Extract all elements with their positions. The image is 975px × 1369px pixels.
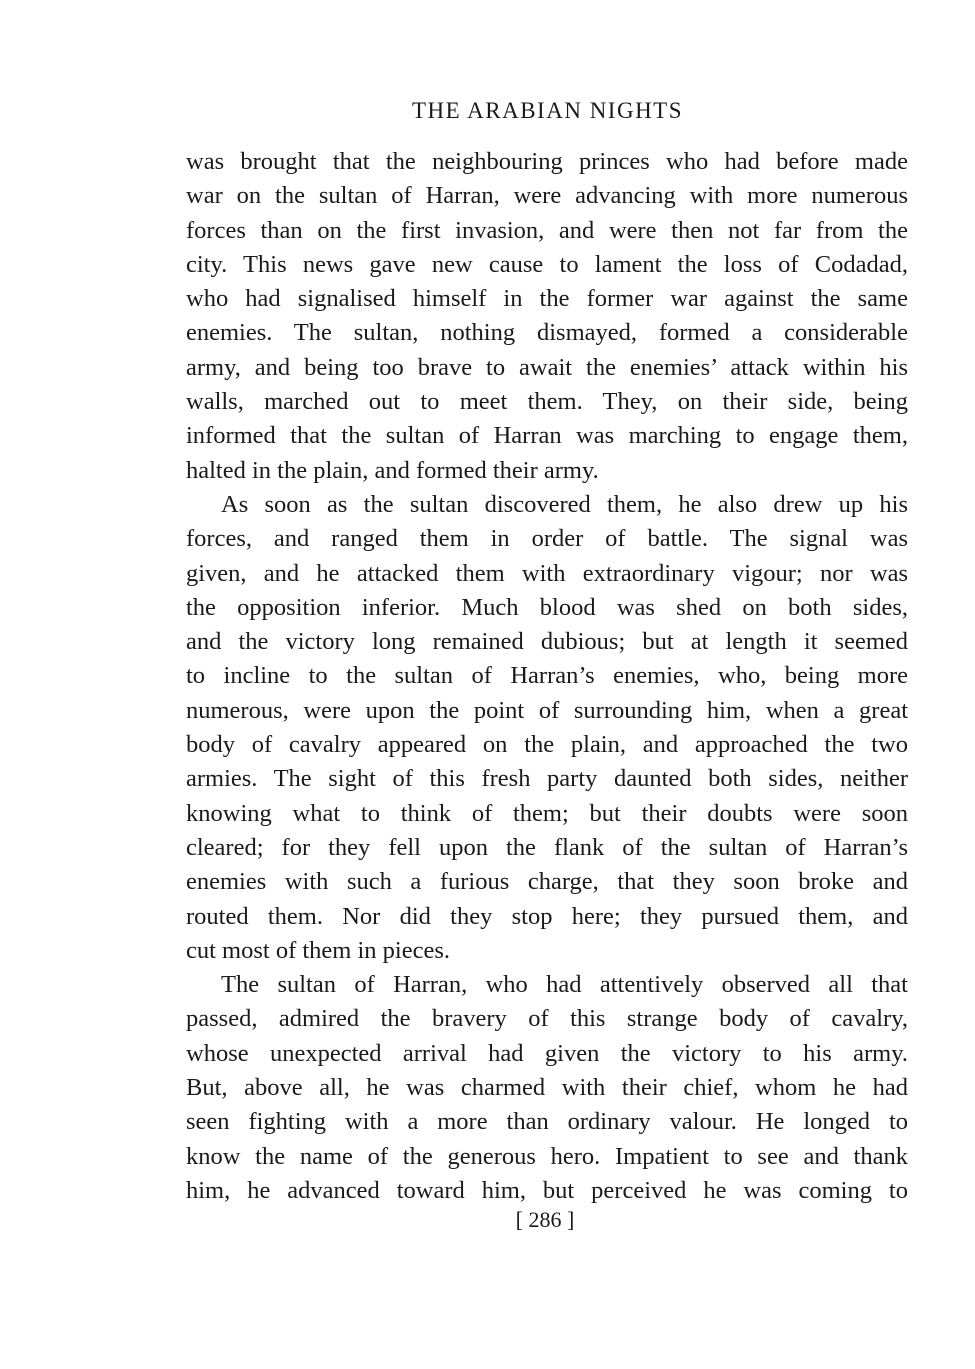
text-line: The sultan of Harran, who had attentively observed all that (221, 971, 908, 999)
text-line: informed that the sultan of Harran was marching to engage them, (186, 422, 908, 450)
text-line: army, and being too brave to await the enemies’ attack within his (186, 353, 908, 381)
running-header: THE ARABIAN NIGHTS (411, 98, 684, 123)
text-line: numerous, were upon the point of surrounding him, when a great (186, 696, 908, 724)
text-line: given, and he attacked them with extraordinary vigour; nor was (186, 559, 908, 587)
text-line: armies. The sight of this fresh party daunted both sides, neither (186, 765, 908, 793)
text-line: the opposition inferior. Much blood was shed on both sides, (186, 593, 908, 621)
text-line: knowing what to think of them; but their doubts were soon (186, 799, 908, 827)
text-line: to incline to the sultan of Harran’s enemies, who, being more (186, 662, 908, 690)
text-line: forces, and ranged them in order of battle. The signal was (186, 525, 908, 553)
text-line: enemies with such a furious charge, that they soon broke and (186, 868, 908, 896)
text-line: war on the sultan of Harran, were advancing with more numerous (186, 182, 908, 210)
text-line: was brought that the neighbouring princes who had before made (186, 148, 908, 175)
text-line: walls, marched out to meet them. They, on their side, being (186, 388, 908, 416)
text-line: seen fighting with a more than ordinary valour. He longed to (186, 1108, 908, 1136)
text-line: As soon as the sultan discovered them, he also drew up his (221, 490, 908, 518)
text-line: cleared; for they fell upon the flank of the sultan of Harran’s (186, 833, 908, 861)
text-line: enemies. The sultan, nothing dismayed, formed a considerable (186, 319, 908, 347)
text-line: know the name of the generous hero. Impatient to see and thank (186, 1142, 908, 1170)
text-line: cut most of them in pieces. (186, 936, 450, 964)
paragraph (186, 145, 908, 488)
text-line: body of cavalry appeared on the plain, and approached the two (186, 731, 908, 759)
text-line: routed them. Nor did they stop here; they pursued them, and (186, 902, 908, 930)
page-number: [ 286 ] (515, 1207, 575, 1232)
text-line: him, he advanced toward him, but perceived he was coming to (186, 1176, 908, 1204)
text-line: passed, admired the bravery of this strange body of cavalry, (186, 1005, 908, 1033)
text-line: who had signalised himself in the former war against the same (186, 285, 908, 313)
paragraph (186, 968, 908, 1208)
text-line: forces than on the first invasion, and were then not far from the (186, 216, 908, 244)
text-line: But, above all, he was charmed with their chief, whom he had (186, 1074, 908, 1102)
text-line: and the victory long remained dubious; but at length it seemed (186, 628, 908, 656)
paragraph (186, 488, 908, 968)
body-text (186, 145, 908, 1208)
text-line: city. This news gave new cause to lament the loss of Codadad, (186, 250, 908, 278)
text-line: halted in the plain, and formed their army. (186, 456, 599, 484)
text-line: whose unexpected arrival had given the victory to his army. (186, 1039, 908, 1067)
